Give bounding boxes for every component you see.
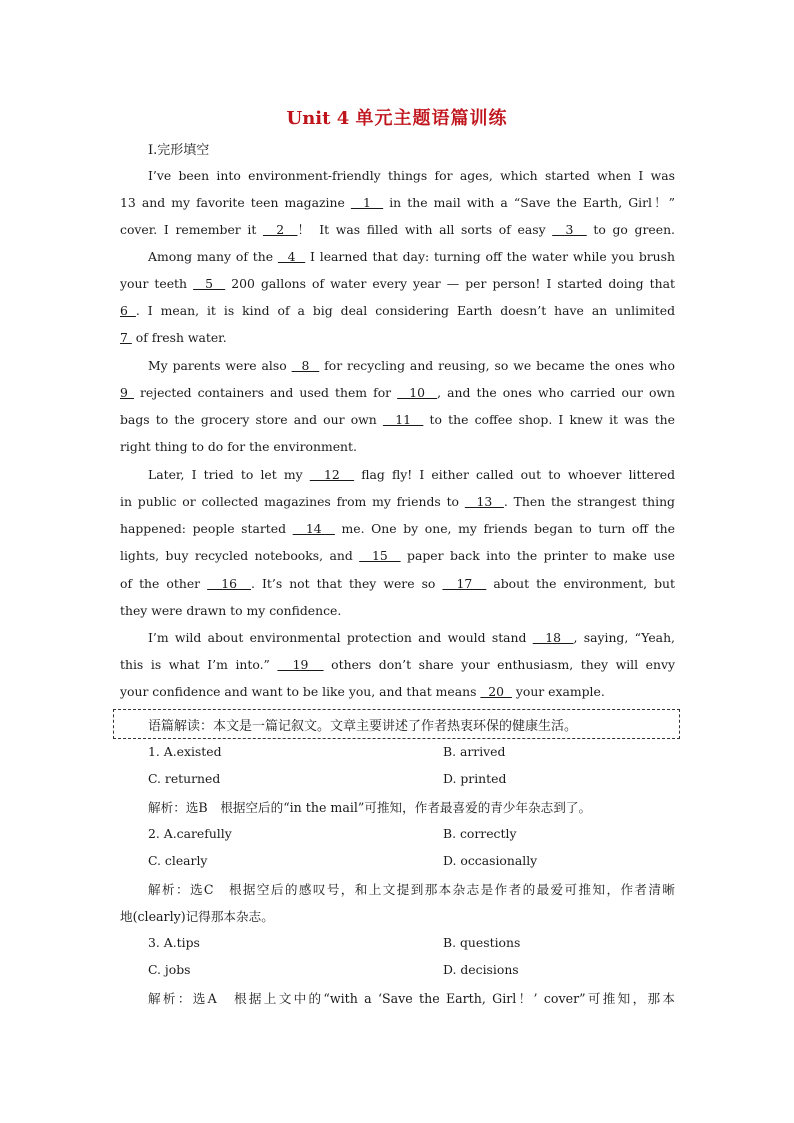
analysis-text: 解析：选C 根据空后的感叹号，和上文提到那本杂志是作者的最爱可推知，作者清晰	[148, 882, 675, 897]
passage-text: this is what I’m into.”	[120, 657, 278, 672]
passage-text: lights, buy recycled notebooks, and	[120, 548, 360, 563]
passage-text: Later, I tried to let my	[148, 467, 310, 482]
passage-text: of the other	[120, 576, 208, 591]
page-title	[0, 104, 794, 130]
blank-number: 13	[464, 494, 504, 509]
passage-line	[148, 168, 675, 184]
passage-text: to the coffee shop. I knew it was the	[423, 412, 675, 427]
option-a: 3. A.tips	[148, 935, 200, 950]
passage-text: ！ It was filled with all sorts of easy	[297, 222, 553, 237]
summary-box	[113, 709, 680, 739]
passage-line	[120, 195, 675, 211]
blank-number: 14	[292, 521, 335, 536]
passage-line	[148, 630, 675, 646]
option-c: C. clearly	[148, 853, 208, 868]
passage-line	[148, 467, 675, 483]
passage-text: Among many of the	[148, 249, 278, 264]
blank-number: 12	[309, 467, 355, 482]
passage-text: of fresh water.	[131, 330, 227, 345]
passage-line	[120, 222, 675, 238]
analysis-text: 地(clearly)记得那本杂志。	[120, 909, 274, 924]
blank-number: 17	[442, 576, 487, 591]
passage-text: I learned that day: turning off the water while you brush	[305, 249, 675, 264]
passage-text: 200 gallons of water every year — per person! I started doing that	[225, 276, 675, 291]
passage-text: me. One by one, my friends began to turn off the	[334, 521, 675, 536]
passage-text: your teeth	[120, 276, 194, 291]
passage-text: . Then the strangest thing	[503, 494, 675, 509]
blank-number: 19	[277, 657, 324, 672]
passage-text: to go green.	[586, 222, 675, 237]
analysis-text: 解析：选B 根据空后的“in the mail”可推知，作者最喜爱的青少年杂志到了。	[148, 800, 592, 815]
passage-text: I’m wild about environmental protection and would stand	[148, 630, 533, 645]
option-d: D. decisions	[443, 962, 519, 977]
summary-text: 语篇解读：本文是一篇记叙文。文章主要讲述了作者热衷环保的健康生活。	[148, 719, 578, 734]
passage-line	[120, 385, 675, 401]
passage-text: paper back into the printer to make use	[400, 548, 675, 563]
blank-number: 5	[193, 276, 226, 291]
passage-text: in the mail with a “Save the Earth, Girl！”	[383, 195, 675, 210]
passage-line	[120, 412, 675, 428]
passage-line	[120, 276, 675, 292]
blank-number: 20	[480, 684, 512, 699]
blank-number: 8	[291, 358, 320, 373]
title-chinese: 单元主题语篇训练	[355, 108, 508, 129]
analysis-text: 解析：选A 根据上文中的“with a ‘Save the Earth, Girl！’ cover”可推知，那本	[148, 991, 675, 1006]
passage-text: your example.	[511, 684, 605, 699]
passage-line	[148, 358, 675, 374]
passage-line	[120, 548, 675, 564]
blank-number: 1	[350, 195, 384, 210]
blank-number: 18	[532, 630, 574, 645]
blank-number: 10	[397, 385, 438, 400]
blank-number: 2	[262, 222, 298, 237]
passage-text: right thing to do for the environment.	[120, 439, 357, 454]
passage-line	[120, 439, 675, 455]
passage-text: My parents were also	[148, 358, 292, 373]
passage-text: , saying, “Yeah,	[573, 630, 675, 645]
passage-text: happened: people started	[120, 521, 293, 536]
option-b: B. correctly	[443, 826, 517, 841]
passage-text: bags to the grocery store and our own	[120, 412, 383, 427]
passage-line	[120, 303, 675, 319]
option-c: C. returned	[148, 771, 221, 786]
passage-text: in public or collected magazines from my friends to	[120, 494, 465, 509]
option-b: B. questions	[443, 935, 521, 950]
passage-text: I’ve been into environment-friendly things for ages, which started when I was	[148, 168, 675, 183]
passage-text: others don’t share your enthusiasm, they will envy	[323, 657, 675, 672]
passage-text: about the environment, but	[486, 576, 675, 591]
passage-line	[120, 657, 675, 673]
blank-number: 16	[207, 576, 252, 591]
passage-line	[148, 249, 675, 265]
blank-number: 7	[120, 330, 132, 345]
blank-number: 6	[120, 303, 136, 318]
option-a: 2. A.carefully	[148, 826, 232, 841]
option-d: D. printed	[443, 771, 507, 786]
option-b: B. arrived	[443, 744, 506, 759]
passage-text: 13 and my favorite teen magazine	[120, 195, 351, 210]
passage-line	[120, 576, 675, 592]
passage-text: . I mean, it is kind of a big deal considering Earth doesn’t have an unlimited	[135, 303, 675, 318]
blank-number: 11	[382, 412, 424, 427]
passage-line	[120, 684, 675, 700]
option-a: 1. A.existed	[148, 744, 222, 759]
option-d: D. occasionally	[443, 853, 538, 868]
blank-number: 9	[120, 385, 134, 400]
passage-text: they were drawn to my confidence.	[120, 603, 342, 618]
passage-text: rejected containers and used them for	[133, 385, 398, 400]
title-english: Unit 4	[286, 108, 356, 129]
passage-line	[120, 330, 675, 346]
section-heading: Ⅰ.完形填空	[148, 143, 210, 158]
blank-number: 3	[552, 222, 587, 237]
blank-number: 4	[277, 249, 306, 264]
passage-text: flag fly! I either called out to whoever littered	[354, 467, 676, 482]
option-c: C. jobs	[148, 962, 191, 977]
passage-text: . It’s not that they were so	[251, 576, 443, 591]
passage-line	[120, 603, 675, 619]
passage-line	[120, 521, 675, 537]
passage-text: for recycling and reusing, so we became the ones who	[319, 358, 675, 373]
passage-text: , and the ones who carried our own	[437, 385, 675, 400]
passage-text: cover. I remember it	[120, 222, 263, 237]
passage-line	[120, 494, 675, 510]
blank-number: 15	[359, 548, 401, 563]
passage-text: your confidence and want to be like you, and that means	[120, 684, 481, 699]
